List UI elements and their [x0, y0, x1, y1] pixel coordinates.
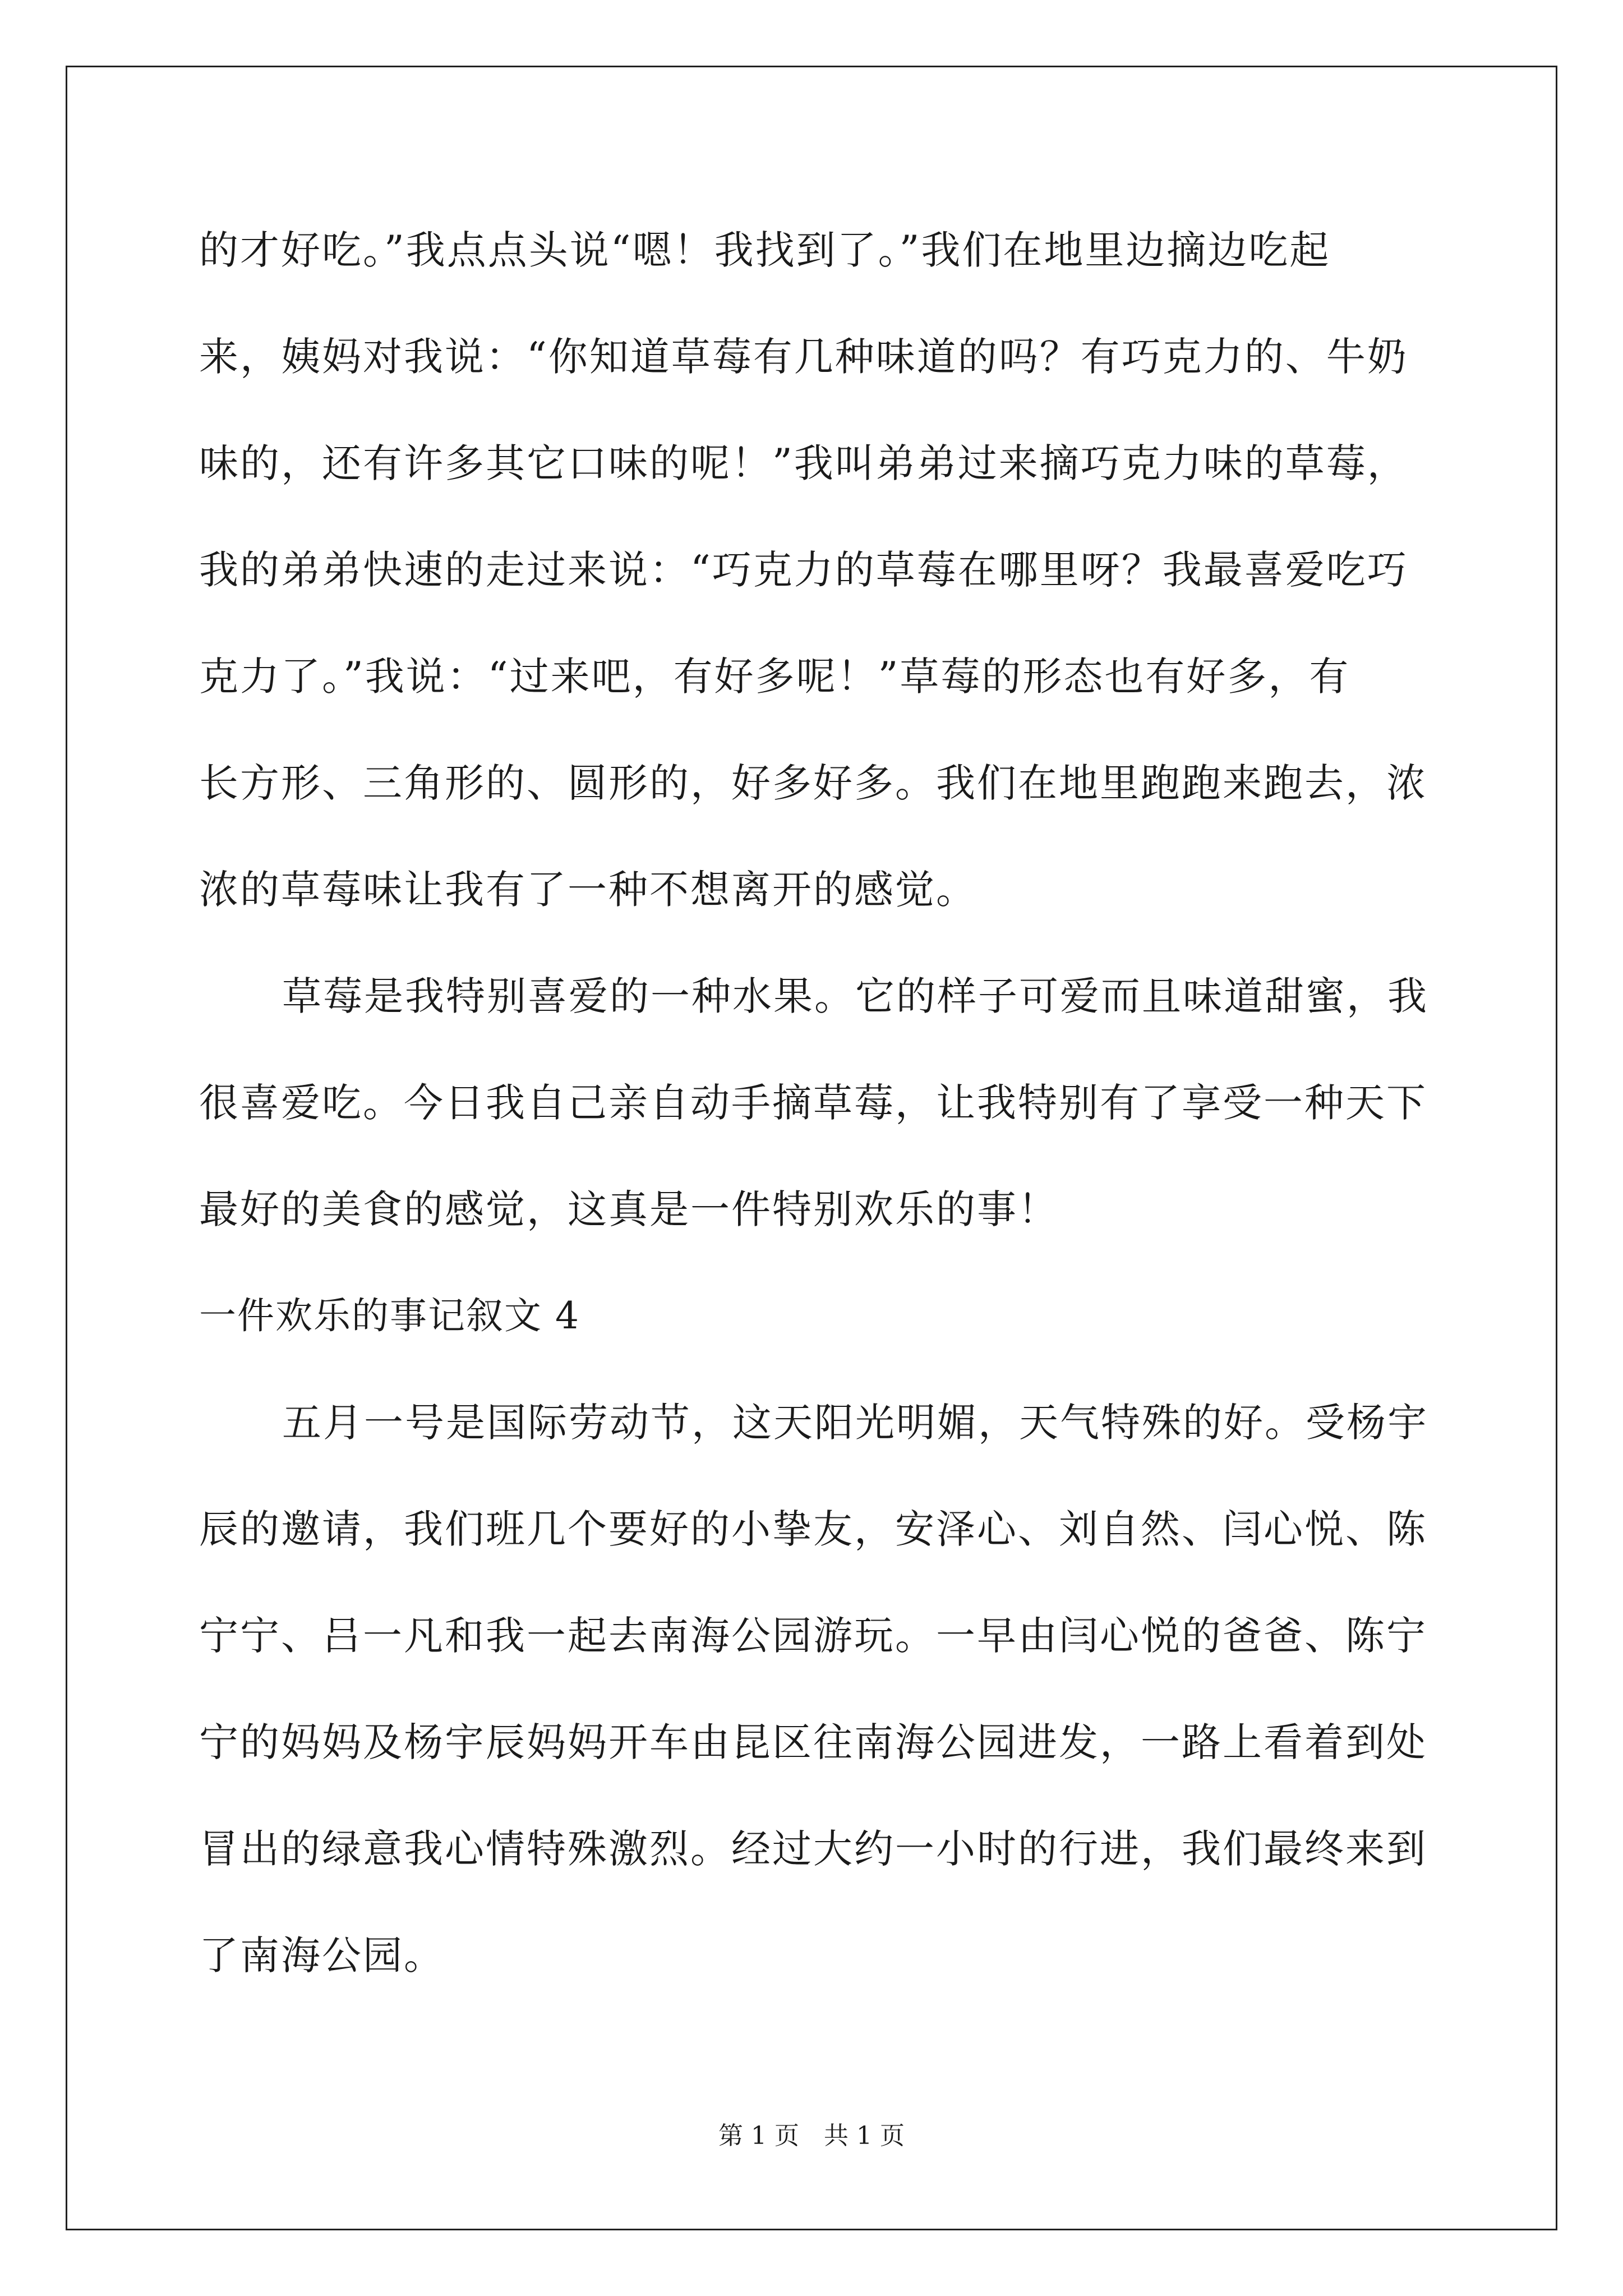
paragraph-3-line-1: 五月一号是国际劳动节，这天阳光明媚，天气特殊的好。受杨宇 [282, 1400, 1428, 1446]
page-number-footer: 第 1 页 共 1 页 [718, 2122, 905, 2150]
paragraph-2-line-3: 最好的美食的感觉，这真是一件特别欢乐的事！ [199, 1186, 1059, 1232]
paragraph-2-line-1: 草莓是我特别喜爱的一种水果。它的样子可爱而且味道甜蜜，我 [282, 973, 1428, 1019]
paragraph-1-line-4: 我的弟弟快速的走过来说：“巧克力的草莓在哪里呀？我最喜爱吃巧 [199, 547, 1408, 593]
paragraph-3-line-6: 了南海公园。 [199, 1932, 445, 1978]
paragraph-3-line-2: 辰的邀请，我们班几个要好的小挚友，安泽心、刘自然、闫心悦、陈 [199, 1506, 1427, 1552]
section-heading: 一件欢乐的事记叙文 4 [199, 1294, 580, 1337]
paragraph-3-line-3: 宁宁、吕一凡和我一起去南海公园游玩。一早由闫心悦的爸爸、陈宁 [199, 1613, 1427, 1659]
paragraph-1-line-1: 的才好吃。”我点点头说“嗯！我找到了。”我们在地里边摘边吃起 [199, 227, 1331, 273]
paragraph-3-line-5: 冒出的绿意我心情特殊激烈。经过大约一小时的行进，我们最终来到 [199, 1826, 1427, 1872]
paragraph-1-line-6: 长方形、三角形的、圆形的，好多好多。我们在地里跑跑来跑去，浓 [199, 760, 1427, 806]
paragraph-1-line-3: 味的，还有许多其它口味的呢！”我叫弟弟过来摘巧克力味的草莓， [199, 440, 1408, 486]
paragraph-1-line-7: 浓的草莓味让我有了一种不想离开的感觉。 [199, 867, 977, 913]
paragraph-1-line-5: 克力了。”我说：“过来吧，有好多呢！”草莓的形态也有好多，有 [199, 654, 1350, 700]
paragraph-3-line-4: 宁的妈妈及杨宇辰妈妈开车由昆区往南海公园进发，一路上看着到处 [199, 1719, 1427, 1765]
paragraph-2-line-2: 很喜爱吃。今日我自己亲自动手摘草莓，让我特别有了享受一种天下 [199, 1080, 1427, 1126]
paragraph-1-line-2: 来，姨妈对我说：“你知道草莓有几种味道的吗？有巧克力的、牛奶 [199, 334, 1408, 380]
